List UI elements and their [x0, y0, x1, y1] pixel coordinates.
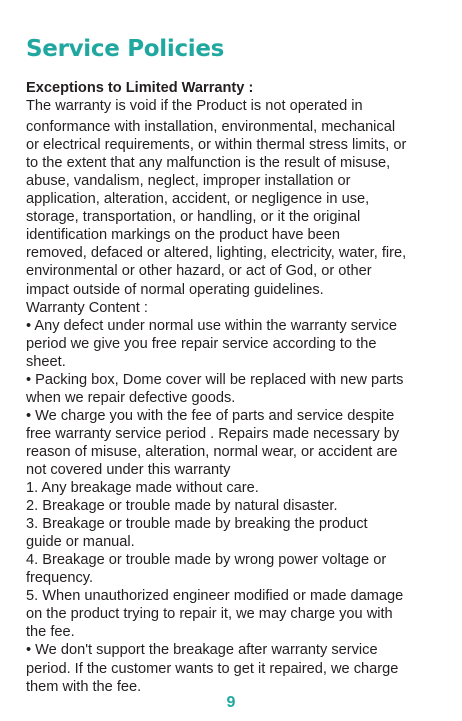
text-line: the fee. — [26, 624, 75, 641]
text-line: period. If the customer wants to get it repaired, we charge — [26, 660, 399, 677]
text-line: abuse, vandalism, neglect, improper installation or — [26, 173, 351, 190]
bullet-line: • We don't support the breakage after warranty service — [26, 642, 378, 659]
page-number: 9 — [226, 694, 236, 711]
bullet-line: • We charge you with the fee of parts and service despite — [26, 407, 395, 424]
text-line: frequency. — [26, 570, 94, 587]
text-line: sheet. — [26, 353, 66, 370]
text-line: application, alteration, accident, or negligence in use, — [26, 191, 370, 208]
text-line: guide or manual. — [26, 534, 135, 551]
text-line: The warranty is void if the Product is not operated in — [26, 98, 363, 115]
text-line: on the product trying to repair it, we may charge you with — [26, 606, 393, 623]
text-line: impact outside of normal operating guidelines. — [26, 281, 324, 298]
subheading-line: Warranty Content : — [26, 299, 148, 316]
policy-text — [26, 79, 438, 696]
text-line: identification markings on the product have been — [26, 227, 340, 244]
text-line: removed, defaced or altered, lighting, electricity, water, fire, — [26, 245, 407, 262]
text-line: period we give you free repair service according to the — [26, 335, 377, 352]
numbered-line: 4. Breakage or trouble made by wrong power voltage or — [26, 552, 387, 569]
section-heading: Exceptions to Limited Warranty : — [26, 80, 254, 96]
text-line: environmental or other hazard, or act of God, or other — [26, 263, 372, 280]
text-line: free warranty service period . Repairs made necessary by — [26, 425, 400, 442]
text-line: or electrical requirements, or within thermal stress limits, or — [26, 137, 407, 154]
numbered-line: 3. Breakage or trouble made by breaking the product — [26, 516, 368, 533]
bullet-line: • Packing box, Dome cover will be replaced with new parts — [26, 371, 404, 388]
text-line: storage, transportation, or handling, or it the original — [26, 209, 361, 226]
page-title: Service Policies — [26, 36, 225, 62]
text-line: not covered under this warranty — [26, 461, 231, 478]
text-line: reason of misuse, alteration, normal wear, or accident are — [26, 443, 398, 460]
text-line: them with the fee. — [26, 678, 142, 695]
text-line: when we repair defective goods. — [26, 389, 236, 406]
numbered-line: 1. Any breakage made without care. — [26, 480, 259, 497]
numbered-line: 5. When unauthorized engineer modified or made damage — [26, 588, 404, 605]
text-line: to the extent that any malfunction is the result of misuse, — [26, 155, 391, 172]
numbered-line: 2. Breakage or trouble made by natural disaster. — [26, 498, 338, 515]
bullet-line: • Any defect under normal use within the warranty service — [26, 317, 397, 334]
text-line: conformance with installation, environmental, mechanical — [26, 119, 396, 136]
